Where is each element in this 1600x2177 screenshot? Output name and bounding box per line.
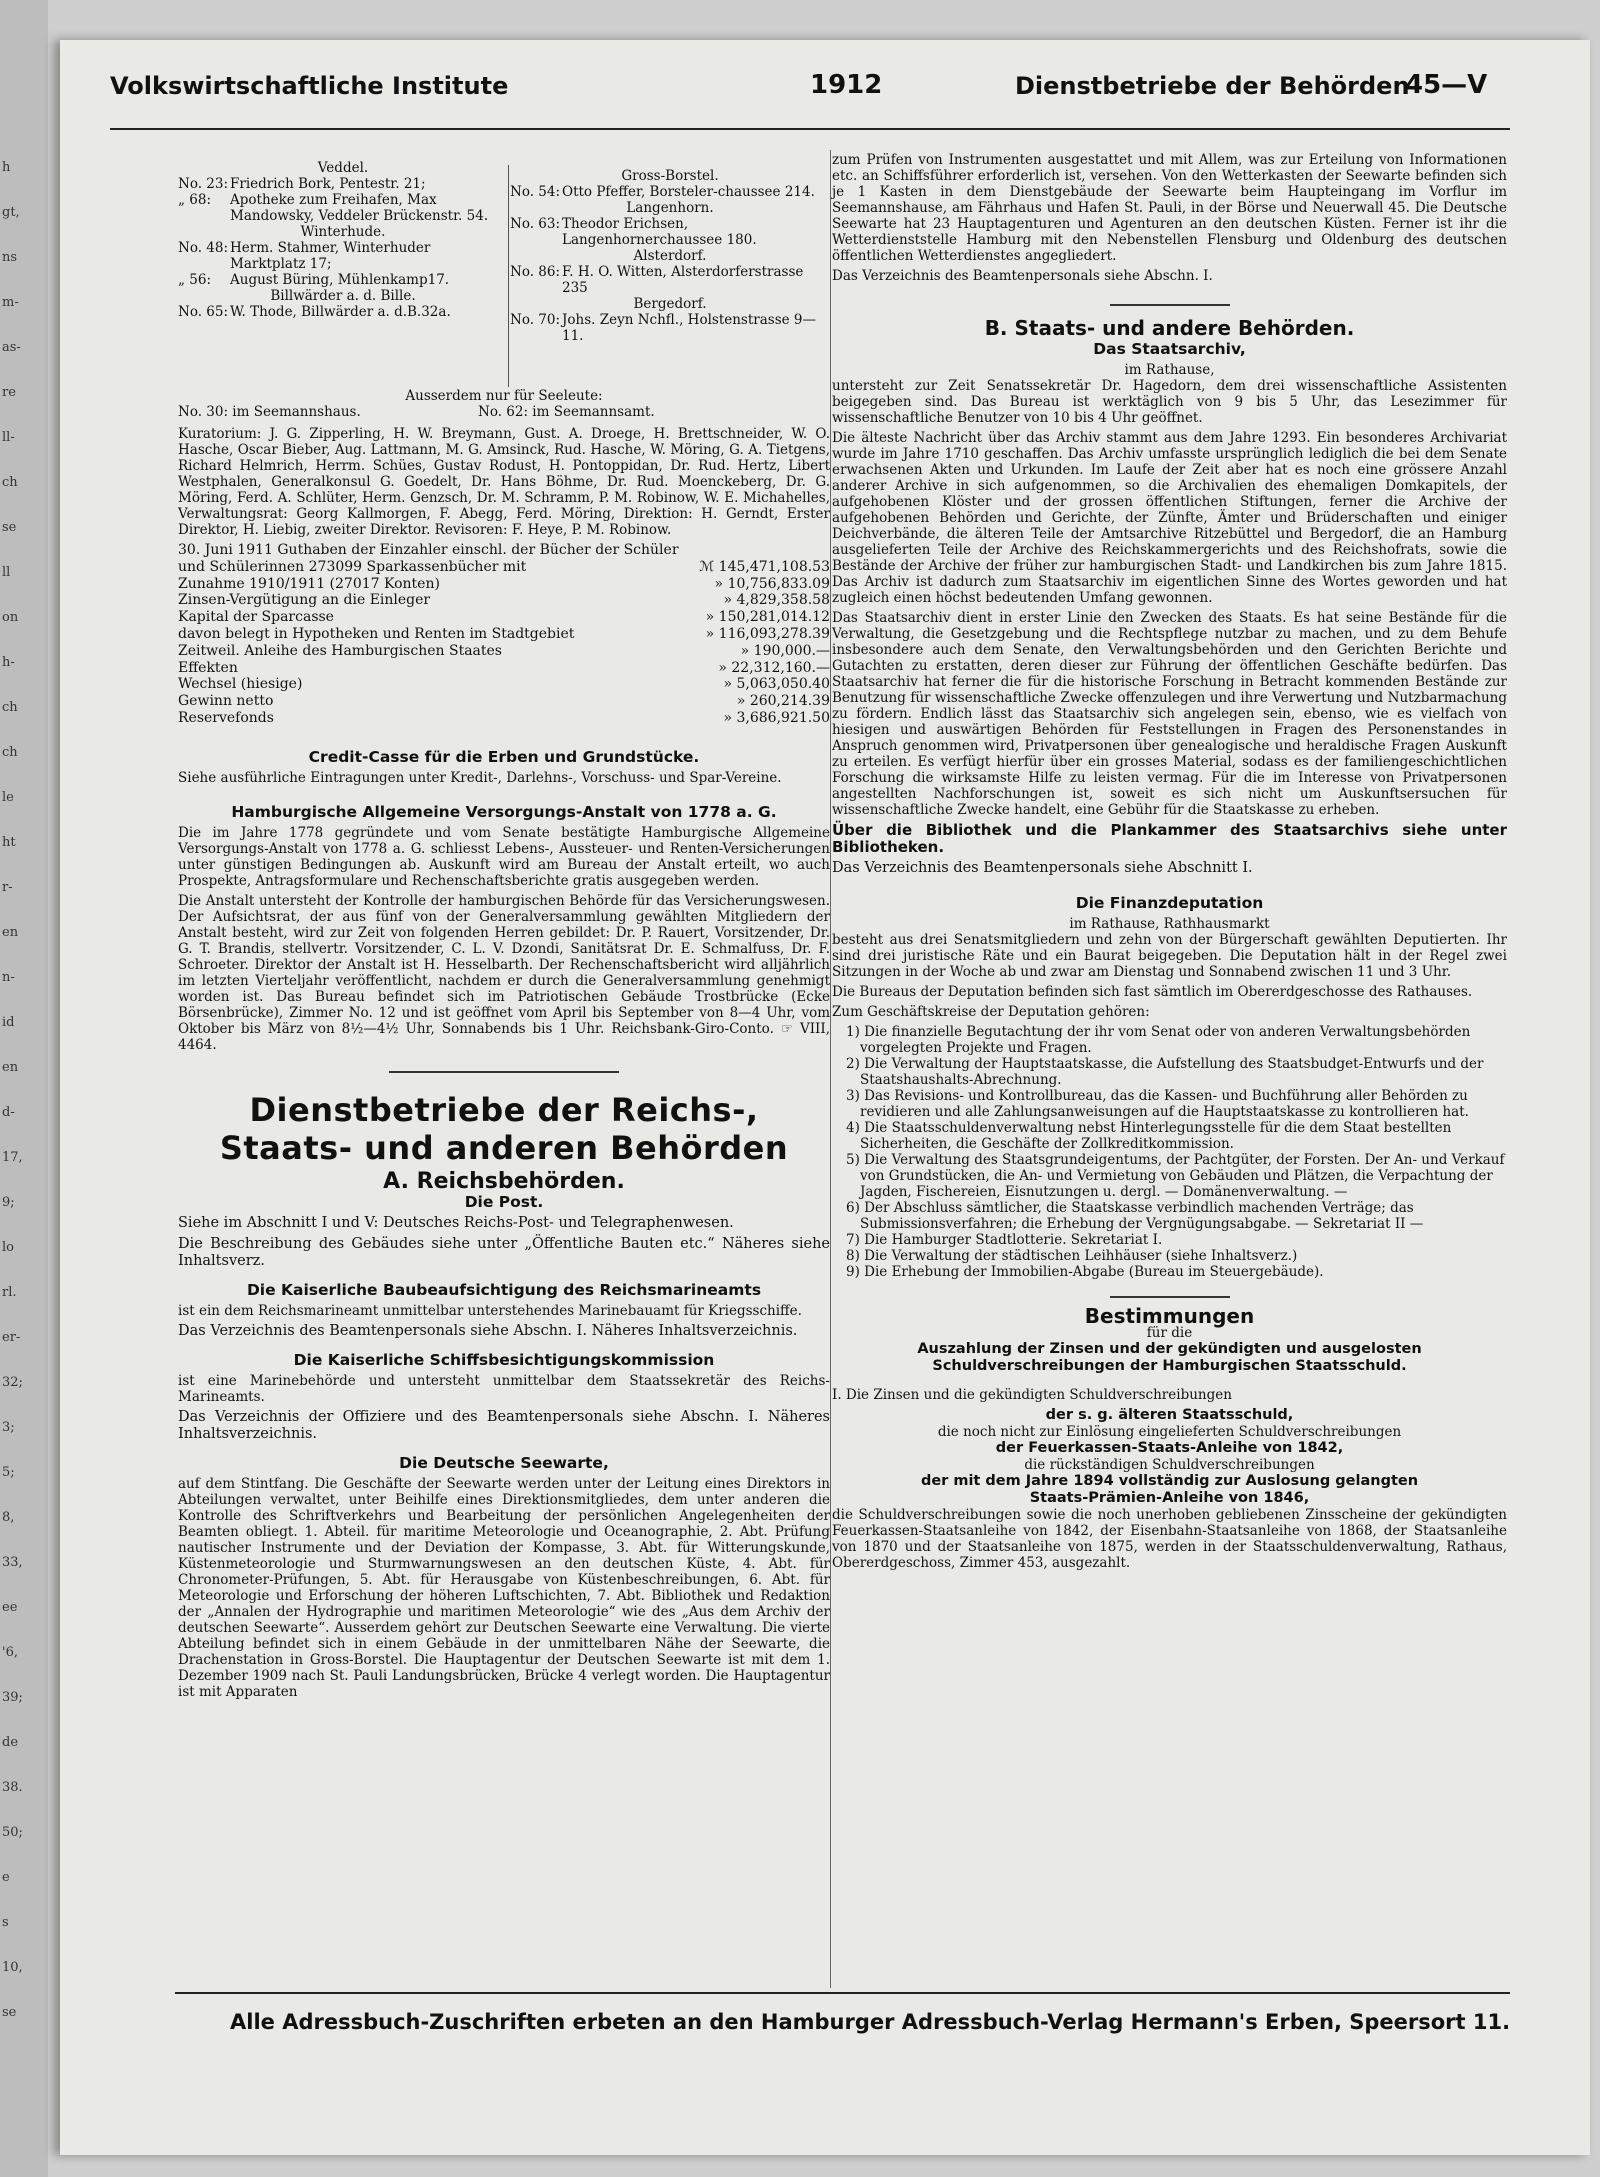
schiffsbes-title: Die Kaiserliche Schiffsbesichtigungskommission xyxy=(293,1350,715,1369)
finanz-title: Die Finanzdeputation xyxy=(1075,894,1264,912)
bestimmungen-b1: der s. g. älteren Staatsschuld, xyxy=(1045,1407,1294,1423)
finanz-kreis: Zum Geschäftskreise der Deputation gehören: xyxy=(832,1004,1150,1020)
seewarte-p2: zum Prüfen von Instrumenten ausgestattet und mit Allem, was zur Erteilung von Informationen etc. an Schiffsführer erforderlich ist, versehen. Von den Wetterkasten der Seewarte befinden sich je 1 Kasten in dem Dienstgebäude der Seewarte beim Haupteingang im Vorflur im Seemannshause, am Fährhaus und Hafen St. Pauli, in der Börse und Neuerwall 45. Die Deutsche Seewarte hat 23 Hauptagenturen und Agenturen an den deutschen Küsten. Ferner ist ihr die Wetterdienststelle Hamburg mit den Nebenstellen Flensburg und Oldenburg des deutschen öffentlichen Wetterdienstes angegliedert. xyxy=(832,152,1507,264)
finanz-sub: im Rathause, Rathhausmarkt xyxy=(1069,916,1270,932)
list-item: No. 48: Herm. Stahmer, Winterhuder Marktplatz 17; xyxy=(178,240,431,272)
list-item: 1) Die finanzielle Begutachtung der ihr vom Senat oder von anderen Verwaltungsbehörden vorgelegten Projekte und Fragen. xyxy=(846,1024,1471,1056)
list-item: No. 54: Otto Pfeffer, Borsteler-chaussee 214. xyxy=(510,184,815,200)
strip-fragment: le xyxy=(2,790,14,805)
list-item: No. 70: Johs. Zeyn Nchfl., Holstenstrasse 9—11. xyxy=(510,312,817,344)
page-number: 45—V xyxy=(1405,70,1488,100)
main-title-line-2: Staats- und anderen Behörden xyxy=(219,1128,789,1167)
strip-fragment: 3; xyxy=(2,1420,15,1435)
strip-fragment: 32; xyxy=(2,1375,23,1390)
strip-fragment: ee xyxy=(2,1600,18,1615)
strip-fragment: 9; xyxy=(2,1195,15,1210)
bauaufsicht-title: Die Kaiserliche Baubeaufsichtigung des Reichsmarineamts xyxy=(246,1280,762,1299)
bestimmungen-sub2: Schuldverschreibungen der Hamburgischen Staatsschuld. xyxy=(932,1358,1407,1374)
finance-row: Kapital der Sparcasse » 150,281,014.12 xyxy=(178,609,830,626)
kuratorium-text: Kuratorium: J. G. Zipperling, H. W. Breymann, Gust. A. Droege, H. Brettschneider, W. O. Hasche, Oscar Bieber, Aug. Lattmann, M. G. Amsinck, Rud. Hasche, W. Möring, G. A. Tietgens, Richard Helmrich, Herrm. Schües, Gustav Rodust, H. Pontoppidan, Dr. Rud. Hertz, Libert Westphalen, Generalkonsul G. Goedelt, Dr. Hans Böhme, Dr. Rud. Moenckeberg, Dr. G. Möring, Ferd. A. Schlüter, Herm. Genzsch, Dr. M. Schramm, P. M. Robinow, W. E. Michahelles, Verwaltungsrat: Georg Kallmorgen, F. Abegg, Ferd. Möring, Direktion: H. Gerndt, Erster Direktor, H. Liebig, zweiter Direktor. Revisoren: F. Heye, P. M. Robinow. xyxy=(178,426,830,538)
staatsarchiv-bib: Über die Bibliothek und die Plankammer des Staatsarchivs siehe unter Bibliotheken. xyxy=(832,821,1507,856)
post-p1: Siehe im Abschnitt I und V: Deutsches Reichs-Post- und Telegraphenwesen. xyxy=(178,1214,734,1231)
bestimmungen-b2: der Feuerkassen-Staats-Anleihe von 1842, xyxy=(995,1440,1344,1456)
bauaufsicht-p2: Das Verzeichnis des Beamtenpersonals siehe Abschn. I. Näheres Inhaltsverzeichnis. xyxy=(178,1322,798,1339)
strip-fragment: 17, xyxy=(2,1150,23,1165)
strip-fragment: ch xyxy=(2,745,18,760)
section-divider xyxy=(389,1071,619,1073)
column-divider xyxy=(830,150,831,1988)
col-2-apotheken xyxy=(510,168,830,344)
versorgung-title: Hamburgische Allgemeine Versorgungs-Anstalt von 1778 a. G. xyxy=(231,802,777,821)
header-right-title: Dienstbetriebe der Behörden xyxy=(1015,72,1410,100)
bestimmungen-b3: der mit dem Jahre 1894 vollständig zur Auslosung gelangten xyxy=(920,1473,1419,1489)
strip-fragment: 39; xyxy=(2,1690,23,1705)
strip-fragment: 8, xyxy=(2,1510,15,1525)
finance-row: Zunahme 1910/1911 (27017 Konten) » 10,756,833.09 xyxy=(178,575,830,592)
strip-fragment: 38. xyxy=(2,1780,23,1795)
bestimmungen-sub1: Auszahlung der Zinsen und der gekündigten und ausgelosten xyxy=(917,1341,1422,1357)
column-divider xyxy=(508,165,509,387)
staatsarchiv-p2: Die älteste Nachricht über das Archiv stammt aus dem Jahre 1293. Ein besonderes Archivariat wurde im Jahre 1710 geschaffen. Das Archiv umfasste ursprünglich lediglich die bei dem Senate erwachsenen Akten und Urkunden. Im Laufe der Zeit aber hat es noch eine grössere Anzahl anderer Archive in sich aufgenommen, so die Archivalien des ehemaligen Domkapitels, der aufgehobenen Klöster und der grossen öffentlichen Stiftungen, ferner die Archive der aufgehobenen Behörden und Gerichte, der Zünfte, Ämter und Brüderschaften und einiger Deichverbände, die älteren Teile der Amtsarchive Ritzebüttel und Bergedorf, die an Hamburg ausgelieferten Teile der Archive des Reichskammergerichts und des Reichshofrats, sowie die Bestände der Archive der früher zur hamburgischen Stadt- und Landkirchen bis zum Jahre 1815. Das Archiv ist dadurch zum Staatsarchiv im eigentlichen Sinne des Wortes geworden und hat zugleich einen höchst bedeutenden Umfang gewonnen. xyxy=(832,430,1507,606)
versorgung-p2: Die Anstalt untersteht der Kontrolle der hamburgischen Behörde für das Versicherungswesen. Der Aufsichtsrat, der aus fünf von der Generalversammlung gewählten Mitgliedern der Anstalt besteht, wird zur Zeit von folgenden Herren gebildet: Dr. P. Rauert, Vorsitzender, Dr. G. T. Brandis, stellvertr. Vorsitzender, C. L. V. Dzondi, Sanitätsrat Dr. E. Schmalfuss, Dr. F. Schroeter. Direktor der Anstalt ist H. Hesselbarth. Der Rechenschaftsbericht wird alljährlich im letzten Vierteljahr veröffentlicht, nachdem er durch die Generalversammlung genehmigt worden ist. Das Bureau befindet sich im Patriotischen Gebäude Trostbrücke (Ecke Börsenbrücke), Zimmer No. 12 und ist geöffnet vom April bis September von 8—4 Uhr, vom Oktober bis März von 8½—4½ Uhr, Sonnabends bis 1 Uhr. Reichsbank-Giro-Conto. ☞ VIII, 4464. xyxy=(178,892,830,1053)
staatsarchiv-title: Das Staatsarchiv, xyxy=(1093,340,1246,358)
finanz-p2: Die Bureaus der Deputation befinden sich fast sämtlich im Obererdgeschosse des Rathauses. xyxy=(832,984,1473,1000)
credit-text: Siehe ausführliche Eintragungen unter Kredit-, Darlehns-, Vorschuss- und Spar-Vereine. xyxy=(178,769,782,786)
schiffsbes-p2: Das Verzeichnis der Offiziere und des Beamtenpersonals siehe Abschn. I. Näheres Inhaltsverzeichnis. xyxy=(178,1408,830,1442)
finance-row: Wechsel (hiesige) » 5,063,050.40 xyxy=(178,676,830,693)
strip-fragment: se xyxy=(2,520,17,535)
finance-row: Effekten » 22,312,160.— xyxy=(178,659,830,676)
credit-title: Credit-Casse für die Erben und Grundstücke. xyxy=(308,747,700,766)
section-divider xyxy=(1110,304,1230,306)
list-item: No. 86: F. H. O. Witten, Alsterdorferstrasse 235 xyxy=(510,264,804,296)
place-heading: Alsterdorf. xyxy=(633,248,707,264)
strip-fragment: ll xyxy=(2,565,11,580)
strip-fragment: ch xyxy=(2,475,18,490)
strip-fragment: en xyxy=(2,925,19,940)
versorgung-p1: Die im Jahre 1778 gegründete und vom Senate bestätigte Hamburgische Allgemeine Versorgungs-Anstalt von 1778 a. G. schliesst Lebens-, Aussteuer- und Renten-Versicherungen unter günstigen Bedingungen ab. Auskunft wird am Bureau der Anstalt erteilt, wo auch Prospekte, Antragsformulare und Rechenschaftsberichte gratis ausgegeben werden. xyxy=(178,824,830,889)
seeleute-heading: Ausserdem nur für Seeleute: xyxy=(405,388,603,404)
strip-fragment: re xyxy=(2,385,16,400)
list-item: 7) Die Hamburger Stadtlotterie. Sekretariat I. xyxy=(846,1232,1163,1248)
col-1-apotheken xyxy=(178,160,508,320)
bestimmungen-i4: die Schuldverschreibungen sowie die noch unerhoben gebliebenen Zinsscheine der gekündigten Feuerkassen-Staatsanleihe von 1842, der Eisenbahn-Staatsanleihe von 1868, der Staatsanleihe von 1870 und der Staatsanleihe von 1875, werden in der Staatsschuldenverwaltung, Rathaus, Obererdgeschoss, Zimmer 453, ausgezahlt. xyxy=(832,1507,1507,1571)
finance-intro: 30. Juni 1911 Guthaben der Einzahler einschl. der Bücher der Schüler und Schülerinnen 273099 Sparkassenbücher mit ℳ 145,471,108.53 xyxy=(178,542,830,575)
finance-row: Zinsen-Vergütigung an die Einleger » 4,829,358.58 xyxy=(178,592,830,609)
finance-table xyxy=(178,576,830,727)
list-item: 4) Die Staatsschuldenverwaltung nebst Hinterlegungsstelle für die dem Staat bestellten Sicherheiten, die Geschäfte der Zollkreditkommission. xyxy=(846,1120,1452,1152)
post-p2: Die Beschreibung des Gebäudes siehe unter „Öffentliche Bauten etc.“ Näheres siehe Inhaltsverz. xyxy=(178,1235,830,1269)
place-heading: Veddel. xyxy=(317,160,369,176)
strip-fragment: h xyxy=(2,160,11,175)
place-heading: Gross-Borstel. xyxy=(621,168,719,184)
seewarte-p3: Das Verzeichnis des Beamtenpersonals siehe Abschn. I. xyxy=(832,268,1213,284)
staatsarchiv-sub: im Rathause, xyxy=(1124,362,1215,378)
section-divider xyxy=(1110,1296,1230,1298)
staatsarchiv-verz: Das Verzeichnis des Beamtenpersonals siehe Abschnitt I. xyxy=(832,860,1253,876)
strip-fragment: rl. xyxy=(2,1285,17,1300)
strip-fragment: 50; xyxy=(2,1825,23,1840)
list-item: 6) Der Abschluss sämtlicher, die Staatskasse verbindlich machenden Verträge; das Submissionsverfahren; die Erhebung der Vergnügungsabgabe. — Sekretariat II — xyxy=(846,1200,1424,1232)
bestimmungen-i2: die noch nicht zur Einlösung eingelieferten Schuldverschreibungen xyxy=(937,1424,1402,1440)
seewarte-p1: auf dem Stintfang. Die Geschäfte der Seewarte werden unter der Leitung eines Direktors in Abteilungen verwaltet, unter Beihilfe eines Direktionsmitgliedes, dem unter anderen die Kontrolle des Schriftverkehrs und Bearbeitung der persönlichen Angelegenheiten der Beamten obliegt. 1. Abteil. für maritime Meteorologie und Oceanographie, 2. Abt. Prüfung nautischer Instrumente und der Deviation der Kompasse, 3. Abt. für Witterungskunde, Küstenmeteorologie und Sturmwarnungswesen an den deutschen Küste, 4. Abt. für Chronometer-Prüfungen, 5. Abt. für Herausgabe von Küstenbeschreibungen, 6. Abt. für Meteorologie und Erforschung der höheren Luftschichten, 7. Abt. Bibliothek und Redaktion der „Annalen der Hydrographie und maritimen Meteorologie“ wie des „Aus dem Archiv der deutschen Seewarte“. Ausserdem gehört zur Deutschen Seewarte eine Verwaltung. Die vierte Abteilung befindet sich in einem Gebäude in der unmittelbaren Nähe der Seewarte, die Drachenstation in Gross-Borstel. Die Hauptagentur der Deutschen Seewarte ist mit dem 1. Dezember 1909 nach St. Pauli Landungsbrücken, Brücke 4 verlegt worden. Die Hauptagentur ist mit Apparaten xyxy=(178,1475,830,1700)
strip-fragment: en xyxy=(2,1060,19,1075)
list-item: No. 23: Friedrich Bork, Pentestr. 21; xyxy=(178,176,426,192)
list-item: „ 56: August Büring, Mühlenkamp17. xyxy=(178,272,450,288)
right-column xyxy=(832,152,1507,1575)
strip-fragment: 10, xyxy=(2,1960,23,1975)
strip-fragment: d- xyxy=(2,1105,15,1120)
strip-fragment: ns xyxy=(2,250,18,265)
strip-fragment: h- xyxy=(2,655,15,670)
strip-fragment: id xyxy=(2,1015,15,1030)
bestimmungen-fuer: für die xyxy=(1146,1325,1193,1341)
header-year: 1912 xyxy=(810,70,883,100)
strip-fragment: ht xyxy=(2,835,16,850)
finance-row: Reservefonds » 3,686,921.50 xyxy=(178,709,830,726)
strip-fragment: m- xyxy=(2,295,19,310)
strip-fragment: on xyxy=(2,610,19,625)
strip-fragment: e xyxy=(2,1870,10,1885)
list-item: 2) Die Verwaltung der Hauptstaatskasse, die Aufstellung des Staatsbudget-Entwurfs und der Staatshaushalts-Abrechnung. xyxy=(846,1056,1484,1088)
strip-fragment: n- xyxy=(2,970,15,985)
seewarte-title: Die Deutsche Seewarte, xyxy=(399,1453,609,1472)
list-item: No. 65: W. Thode, Billwärder a. d.B.32a. xyxy=(178,304,451,320)
list-item: 8) Die Verwaltung der städtischen Leihhäuser (siehe Inhaltsverz.) xyxy=(846,1248,1298,1264)
main-title-line-1: Dienstbetriebe der Reichs-, xyxy=(249,1090,759,1129)
place-heading: Billwärder a. d. Bille. xyxy=(270,288,416,304)
place-heading: Bergedorf. xyxy=(633,296,707,312)
strip-fragment: er- xyxy=(2,1330,21,1345)
strip-fragment: de xyxy=(2,1735,19,1750)
previous-page-edge xyxy=(0,0,48,2177)
strip-fragment: ll- xyxy=(2,430,15,445)
bestimmungen-i3: die rückständigen Schuldverschreibungen xyxy=(1024,1457,1315,1473)
strip-fragment: '6, xyxy=(2,1645,18,1660)
list-item: 9) Die Erhebung der Immobilien-Abgabe (Bureau im Steuergebäude). xyxy=(846,1264,1324,1280)
footer-rule xyxy=(175,1992,1510,1994)
schiffsbes-p1: ist eine Marinebehörde und untersteht unmittelbar dem Staatssekretär des Reichs-Marineamts. xyxy=(178,1372,830,1405)
strip-fragment: s xyxy=(2,1915,9,1930)
bestimmungen-title: Bestimmungen xyxy=(1084,1304,1255,1328)
page-header xyxy=(110,62,1490,122)
strip-fragment: 5; xyxy=(2,1465,15,1480)
finance-row: davon belegt in Hypotheken und Renten im Stadtgebiet » 116,093,278.39 xyxy=(178,625,830,642)
finance-row: Zeitweil. Anleihe des Hamburgischen Staates » 190,000.— xyxy=(178,642,830,659)
list-item: „ 68: Apotheke zum Freihafen, Max Mandowsky, Veddeler Brückenstr. 54. xyxy=(178,192,489,224)
bestimmungen-b4: Staats-Prämien-Anleihe von 1846, xyxy=(1029,1490,1310,1506)
finanz-p1: besteht aus drei Senatsmitgliedern und zehn von der Bürgerschaft gewählten Deputierten. Ihr sind drei juristische Räte und ein Baurat beigegeben. Die Deputation hält in der Regel zwei Sitzungen in der Woche ab und zwar am Dienstag und Sonnabend zwischen 11 und 3 Uhr. xyxy=(832,932,1507,980)
finanz-list xyxy=(832,1024,1507,1280)
strip-fragment: r- xyxy=(2,880,13,895)
footer-notice: Alle Adressbuch-Zuschriften erbeten an den Hamburger Adressbuch-Verlag Hermann's Erben, Speersort 11. xyxy=(230,2010,1511,2034)
header-left-title: Volkswirtschaftliche Institute xyxy=(110,72,509,100)
section-a-title: A. Reichsbehörden. xyxy=(383,1168,625,1194)
list-item: 3) Das Revisions- und Kontrollbureau, das die Kassen- und Buchführung aller Behörden zu revidieren und alle Zahlungsanweisungen auf die Hauptstaatskasse zu kontrollieren hat. xyxy=(846,1088,1469,1120)
section-b-title: B. Staats- und andere Behörden. xyxy=(984,316,1355,340)
strip-fragment: ch xyxy=(2,700,18,715)
strip-fragment: lo xyxy=(2,1240,14,1255)
list-item: 5) Die Verwaltung des Staatsgrundeigentums, der Pachtgüter, der Forsten. Der An- und Verkauf von Grundstücken, die An- und Vermietung von Gebäuden und Plätzen, die Verpachtung der Jagden, Fischereien, Eisnutzungen u. dergl. — Domänenverwaltung. — xyxy=(846,1152,1505,1200)
seeleute-row: No. 30: im Seemannshaus. No. 62: im Seemannsamt. xyxy=(178,404,655,420)
staatsarchiv-p3: Das Staatsarchiv dient in erster Linie den Zwecken des Staats. Es hat seine Bestände für die Verwaltung, die Gesetzgebung und die Rechtspflege nutzbar zu machen, und zu dem Behufe insbesondere auch dem Senate, den Verwaltungsbehörden und den Gerichten Berichte und Gutachten zu erstatten, deren dieser zur Führung der öffentlichen Geschäfte bedürfen. Das Staatsarchiv hat ferner die für die historische Forschung in Betracht kommenden Bestände zur Benutzung für wissenschaftliche Zwecke offenzulegen und ihre Verwertung und Nutzbarmachung zu fördern. Endlich lässt das Staatsarchiv sich angelegen sein, ebenso, wie es vielfach von hiesigen und auswärtigen Behörden für Feststellungen in Fragen des Personenstandes in Anspruch genommen wird, Privatpersonen über genealogische und heraldische Fragen Auskunft zu erteilen. Es verfügt hierfür über ein grosses Material, sodass es der familiengeschichtlichen Forschung die wirksamste Hilfe zu leisten vermag. Für die im Interesse von Privatpersonen angestellten Nachforschungen ist, soweit es sich nicht um Auskunftsersuchen für wissenschaftliche Zwecke handelt, eine Gebühr für die Staatskasse zu erheben. xyxy=(832,610,1507,818)
finance-row: Gewinn netto » 260,214.39 xyxy=(178,693,830,710)
strip-fragment: gt, xyxy=(2,205,20,220)
strip-fragment: se xyxy=(2,2005,17,2020)
bestimmungen-i1: I. Die Zinsen und die gekündigten Schuldverschreibungen xyxy=(832,1387,1232,1403)
strip-fragment: 33, xyxy=(2,1555,23,1570)
place-heading: Langenhorn. xyxy=(626,200,714,216)
post-title: Die Post. xyxy=(464,1192,544,1211)
bauaufsicht-p1: ist ein dem Reichsmarineamt unmittelbar unterstehendes Marinebauamt für Kriegsschiffe. xyxy=(178,1302,802,1319)
left-column xyxy=(178,388,830,1704)
list-item: No. 63: Theodor Erichsen, Langenhornerchaussee 180. xyxy=(510,216,757,248)
staatsarchiv-p1: untersteht zur Zeit Senatssekretär Dr. Hagedorn, dem drei wissenschaftliche Assistenten beigegeben sind. Das Bureau ist werktäglich von 9 bis 5 Uhr, das Lesezimmer für wissenschaftliche Benutzer von 10 bis 4 Uhr geöffnet. xyxy=(832,378,1507,426)
strip-fragment: as- xyxy=(2,340,21,355)
place-heading: Winterhude. xyxy=(300,224,386,240)
header-rule xyxy=(110,128,1510,130)
